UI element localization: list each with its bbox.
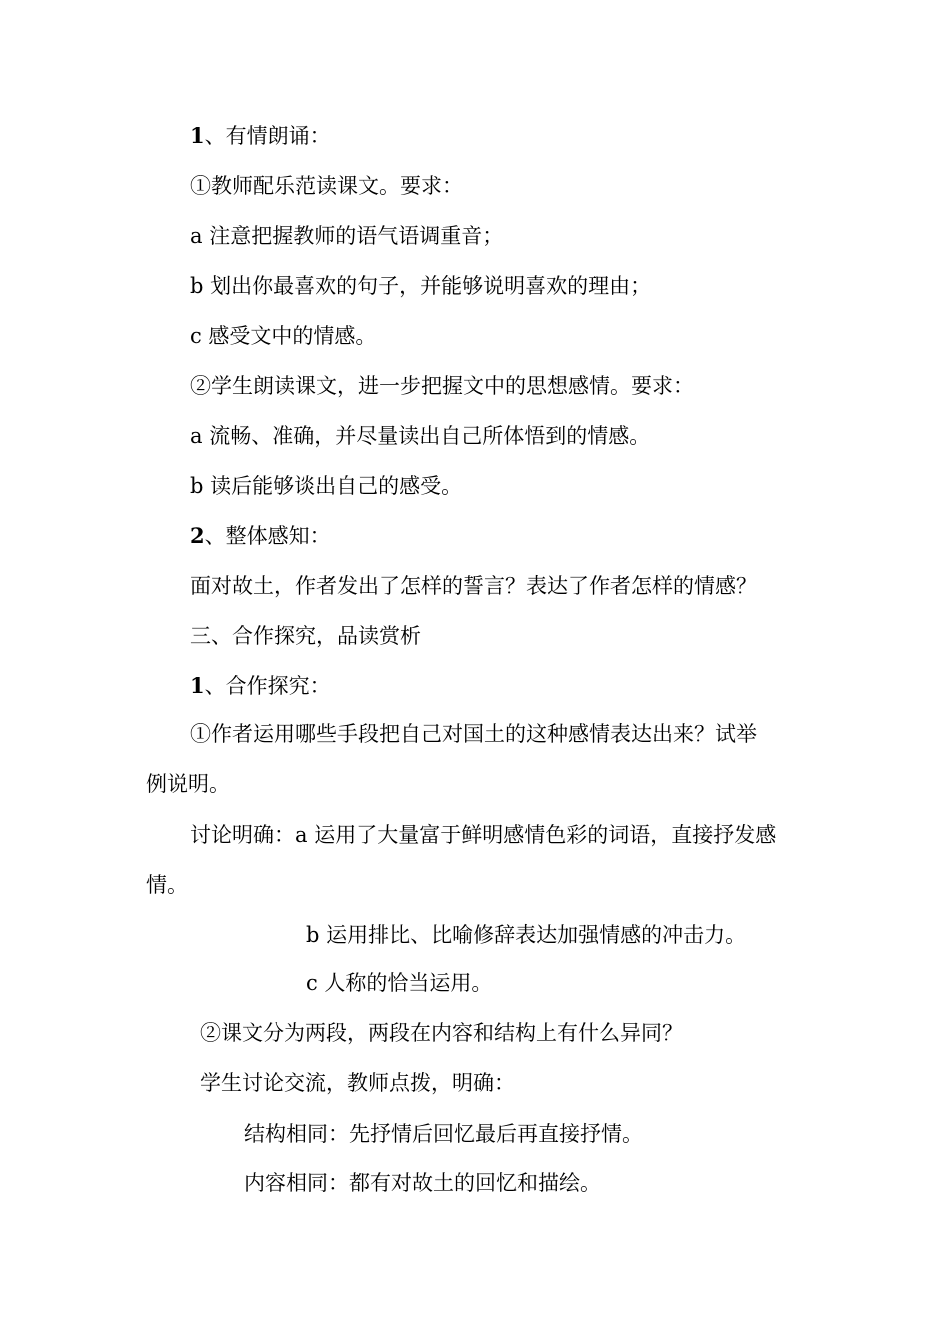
paragraph: ①作者运用哪些手段把自己对国土的这种感情表达出来？试举 bbox=[190, 722, 757, 746]
paragraph: c 感受文中的情感。 bbox=[190, 324, 377, 348]
paragraph: b 读后能够谈出自己的感受。 bbox=[190, 474, 463, 498]
paragraph-continuation: 情。 bbox=[146, 873, 188, 897]
paragraph-continuation: 例说明。 bbox=[146, 772, 230, 796]
paragraph: ①教师配乐范读课文。要求： bbox=[190, 174, 463, 198]
section-heading: 三、合作探究，品读赏析 bbox=[190, 624, 421, 648]
heading-text: 、合作探究： bbox=[204, 674, 331, 698]
heading-perception bbox=[190, 523, 331, 549]
heading-number: 1 bbox=[190, 673, 205, 698]
paragraph: 学生讨论交流，教师点拨，明确： bbox=[200, 1071, 515, 1095]
heading-cooperation bbox=[190, 673, 331, 699]
paragraph: 讨论明确：a 运用了大量富于鲜明感情色彩的词语，直接抒发感 bbox=[190, 823, 777, 847]
paragraph-indented: b 运用排比、比喻修辞表达加强情感的冲击力。 bbox=[306, 923, 747, 947]
paragraph-indented: 结构相同：先抒情后回忆最后再直接抒情。 bbox=[244, 1122, 643, 1146]
heading-number: 2 bbox=[190, 523, 205, 548]
heading-text: 、有情朗诵： bbox=[204, 124, 331, 148]
heading-number: 1 bbox=[190, 123, 205, 148]
paragraph: b 划出你最喜欢的句子，并能够说明喜欢的理由； bbox=[190, 274, 652, 298]
paragraph-indented: c 人称的恰当运用。 bbox=[306, 971, 493, 995]
paragraph: a 流畅、准确，并尽量读出自己所体悟到的情感。 bbox=[190, 424, 651, 448]
heading-recitation bbox=[190, 123, 331, 149]
paragraph: ②课文分为两段，两段在内容和结构上有什么异同？ bbox=[200, 1021, 683, 1045]
paragraph: 面对故土，作者发出了怎样的誓言？表达了作者怎样的情感？ bbox=[190, 574, 757, 598]
paragraph: a 注意把握教师的语气语调重音； bbox=[190, 224, 504, 248]
paragraph: ②学生朗读课文，进一步把握文中的思想感情。要求： bbox=[190, 374, 694, 398]
paragraph-indented: 内容相同：都有对故土的回忆和描绘。 bbox=[244, 1171, 601, 1195]
heading-text: 、整体感知： bbox=[204, 524, 331, 548]
